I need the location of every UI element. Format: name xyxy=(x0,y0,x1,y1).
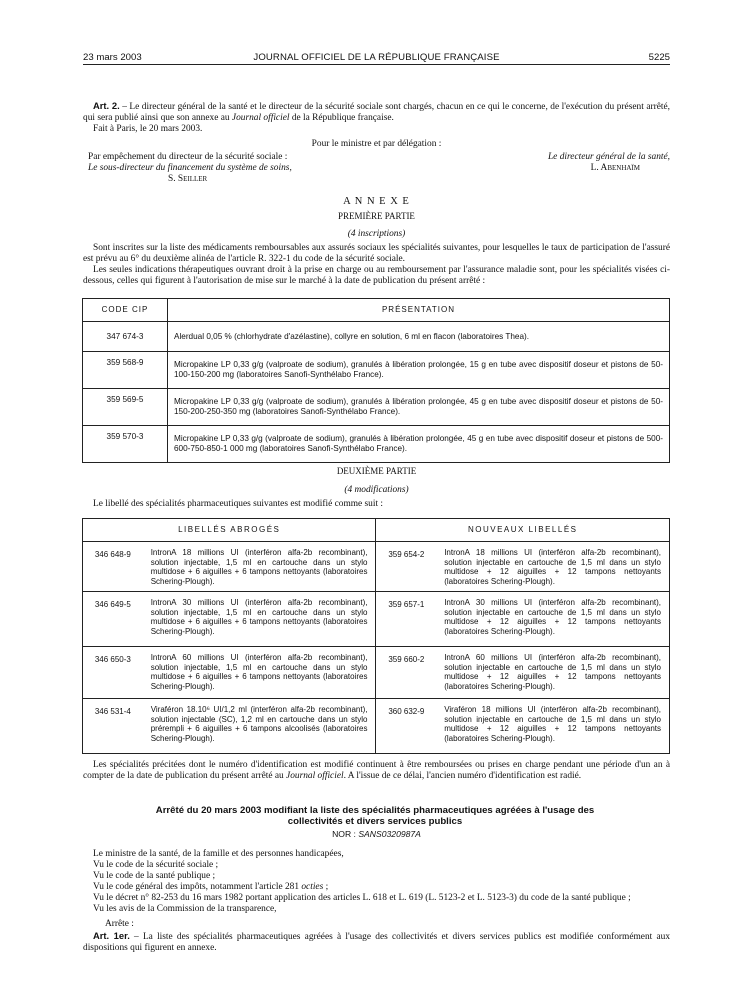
part2-intro: Le libellé des spécialités pharmaceutiques suivantes est modifié comme suit : xyxy=(93,499,384,509)
cip-code: 359 568-9 xyxy=(83,352,168,389)
arrete-line: Vu le code de la santé publique ; xyxy=(93,871,216,881)
presentation-text: Micropakine LP 0,33 g/g (valproate de sodium), granulés à libération prolongée, 45 g en tube avec dispositif doseur et pistons de 50-150-200-250-350 mg (laboratoires Sanofi-Synthélabo France). xyxy=(168,389,670,426)
annexe-paragraphs xyxy=(83,243,670,287)
new-label: Viraféron 18 millions UI (interféron alfa-2b recombinant), solution injectable en cartouche de 1,5 ml dans un stylo multidose + 12 aiguilles + 12 tampons nettoyants (laboratoires Schering-Plough). xyxy=(436,699,669,754)
fait-a-paris: Fait à Paris, le 20 mars 2003. xyxy=(93,124,203,134)
annexe-title: A N N E X E xyxy=(343,196,410,207)
presentation-text: Alerdual 0,05 % (chlorhydrate d'azélastine), collyre en solution, 6 ml en flacon (laboratoires Thea). xyxy=(168,322,670,352)
cip-code: 359 569-5 xyxy=(83,389,168,426)
pour-le-ministre: Pour le ministre et par délégation : xyxy=(311,139,442,149)
old-code: 346 648-9 xyxy=(83,542,143,592)
table-row xyxy=(83,592,670,647)
arrete-line-avis: Vu les avis de la Commission de la transparence, xyxy=(93,904,277,914)
signature-right-name: L. Abenhaïm xyxy=(590,163,640,173)
part1-title: PREMIÈRE PARTIE xyxy=(338,211,415,221)
arrete-line-cgi: Vu le code général des impôts, notamment l'article 281 octies ; xyxy=(93,882,329,892)
old-label: IntronA 30 millions UI (interféron alfa-2b recombinant), solution injectable, 1,5 ml en cartouche dans un stylo multidose + 6 aiguilles + 6 tampons nettoyants (laboratoires Schering-Plough). xyxy=(143,592,376,647)
signature-left xyxy=(88,152,368,185)
transition-note: Les spécialités précitées dont le numéro d'identification est modifié continuent à être remboursées ou prises en charge pendant une période d'un an à compter de la date de publication du présent arrêté au Journal officiel. A l'issue de ce délai, l'ancien numéro d'identification est radié. xyxy=(83,760,670,781)
annexe-para-1: Sont inscrites sur la liste des médicaments remboursables aux assurés sociaux les spécialités suivantes, pour lesquelles le taux de participation de l'assuré est prévu au 6° du deuxième alinéa de l'article R. 322-1 du code de la sécurité sociale. xyxy=(83,243,670,264)
header-page-number: 5225 xyxy=(648,52,670,63)
presentation-text: Micropakine LP 0,33 g/g (valproate de sodium), granulés à libération prolongée, 15 g en tube avec dispositif doseur et pistons de 50-100-150-200 mg (laboratoires Sanofi-Synthélabo France). xyxy=(168,352,670,389)
signature-right xyxy=(410,152,670,174)
part1-subtitle: (4 inscriptions) xyxy=(347,229,406,239)
arrete-line: Le ministre de la santé, de la famille et des personnes handicapées, xyxy=(93,849,344,859)
presentation-text: Micropakine LP 0,33 g/g (valproate de sodium), granulés à libération prolongée, 45 g en tube avec dispositif doseur et pistons de 500-600-750-850-1 000 mg (laboratoires Sanofi-Synthélabo France). xyxy=(168,426,670,463)
page-header xyxy=(83,52,670,65)
table-header-row xyxy=(83,299,670,322)
arrete-word: Arrête : xyxy=(105,919,134,929)
signature-left-line1: Par empêchement du directeur de la sécurité sociale : xyxy=(88,152,288,162)
part2-subtitle: (4 modifications) xyxy=(344,485,409,495)
table-row xyxy=(83,389,670,426)
new-label: IntronA 60 millions UI (interféron alfa-2b recombinant), solution injectable en cartouche de 1,5 ml dans un stylo multidose + 12 aiguilles + 12 tampons nettoyants (laboratoires Schering-Plough). xyxy=(436,647,669,699)
cip-code: 359 570-3 xyxy=(83,426,168,463)
arrete-title: Arrêté du 20 mars 2003 modifiant la liste des spécialités pharmaceutiques agréées à l'usage des collectivités et divers services publics xyxy=(155,805,595,827)
table-row xyxy=(83,352,670,389)
arrete-body xyxy=(83,849,670,954)
arrete-line-decret: Vu le décret n° 82-253 du 16 mars 1982 portant application des articles L. 618 et L. 619 (L. 5123-2 et L. 5123-3) du code de la santé publique ; xyxy=(93,893,631,903)
table-header-row xyxy=(83,519,670,542)
article-2-text: Art. 2. – Le directeur général de la santé et le directeur de la sécurité sociale sont chargés, chacun en ce qui le concerne, de l'exécution du présent arrêté, qui sera publié ainsi que son annexe au Journal officiel de la République française. xyxy=(83,100,670,123)
old-code: 346 650-3 xyxy=(83,647,143,699)
table-row xyxy=(83,542,670,592)
article-2-label: Art. 2. xyxy=(93,100,120,111)
annexe-para-2: Les seules indications thérapeutiques ouvrant droit à la prise en charge ou au remboursement par l'assurance maladie sont, pour les spécialités visées ci-dessous, celles qui figurent à l'autorisation de mise sur le marché à la date de publication du présent arrêté : xyxy=(83,265,670,286)
table-modifications xyxy=(82,518,670,754)
signature-left-name: S. Seiller xyxy=(168,174,208,184)
old-code: 346 531-4 xyxy=(83,699,143,754)
table-row xyxy=(83,426,670,463)
column-header-presentation: PRÉSENTATION xyxy=(168,299,670,322)
article-2 xyxy=(83,100,670,135)
new-code: 359 657-1 xyxy=(376,592,436,647)
table-row xyxy=(83,647,670,699)
column-header-code: CODE CIP xyxy=(83,299,168,322)
new-label: IntronA 30 millions UI (interféron alfa-2b recombinant), solution injectable en cartouche de 1,5 ml dans un stylo multidose + 12 aiguilles + 12 tampons nettoyants (laboratoires Schering-Plough). xyxy=(436,592,669,647)
column-header-nouveaux: NOUVEAUX LIBELLÉS xyxy=(376,519,670,542)
arrete-line: Vu le code de la sécurité sociale ; xyxy=(93,860,219,870)
column-header-abroges: LIBELLÉS ABROGÉS xyxy=(83,519,376,542)
header-date: 23 mars 2003 xyxy=(83,52,142,63)
new-code: 360 632-9 xyxy=(376,699,436,754)
header-journal-title: JOURNAL OFFICIEL DE LA RÉPUBLIQUE FRANÇAISE xyxy=(253,52,500,63)
signature-right-line1: Le directeur général de la santé, xyxy=(547,152,670,162)
new-label: IntronA 18 millions UI (interféron alfa-2b recombinant), solution injectable en cartouche de 1,5 ml dans un stylo multidose + 12 aiguilles + 12 tampons nettoyants (laboratoires Schering-Plough). xyxy=(436,542,669,592)
old-label: IntronA 60 millions UI (interféron alfa-2b recombinant), solution injectable, 1,5 ml en cartouche dans un stylo multidose + 6 aiguilles + 6 tampons nettoyants (laboratoires Schering-Plough). xyxy=(143,647,376,699)
old-code: 346 649-5 xyxy=(83,592,143,647)
cip-code: 347 674-3 xyxy=(83,322,168,352)
new-code: 359 654-2 xyxy=(376,542,436,592)
table-row xyxy=(83,699,670,754)
signature-left-line2: Le sous-directeur du financement du système de soins, xyxy=(88,163,292,173)
nor-reference: NOR : SANS0320987A xyxy=(332,829,421,839)
old-label: IntronA 18 millions UI (interféron alfa-2b recombinant), solution injectable, 1,5 ml en cartouche dans un stylo multidose + 6 aiguilles + 6 tampons nettoyants (laboratoires Schering-Plough). xyxy=(143,542,376,592)
old-label: Viraféron 18.10⁶ UI/1,2 ml (interféron alfa-2b recombinant), solution injectable (SC), 1,2 ml en cartouche dans un stylo prérempli + 6 aiguilles + 6 tampons alcoolisés (laboratoires Schering-Plough). xyxy=(143,699,376,754)
table-inscriptions xyxy=(82,298,670,463)
part2-title: DEUXIÈME PARTIE xyxy=(336,466,417,476)
table-row xyxy=(83,322,670,352)
new-code: 359 660-2 xyxy=(376,647,436,699)
article-1: Art. 1er. – La liste des spécialités pharmaceutiques agréées à l'usage des collectivités et divers services publics est modifiée conformément aux dispositions qui figurent en annexe. xyxy=(83,930,671,953)
